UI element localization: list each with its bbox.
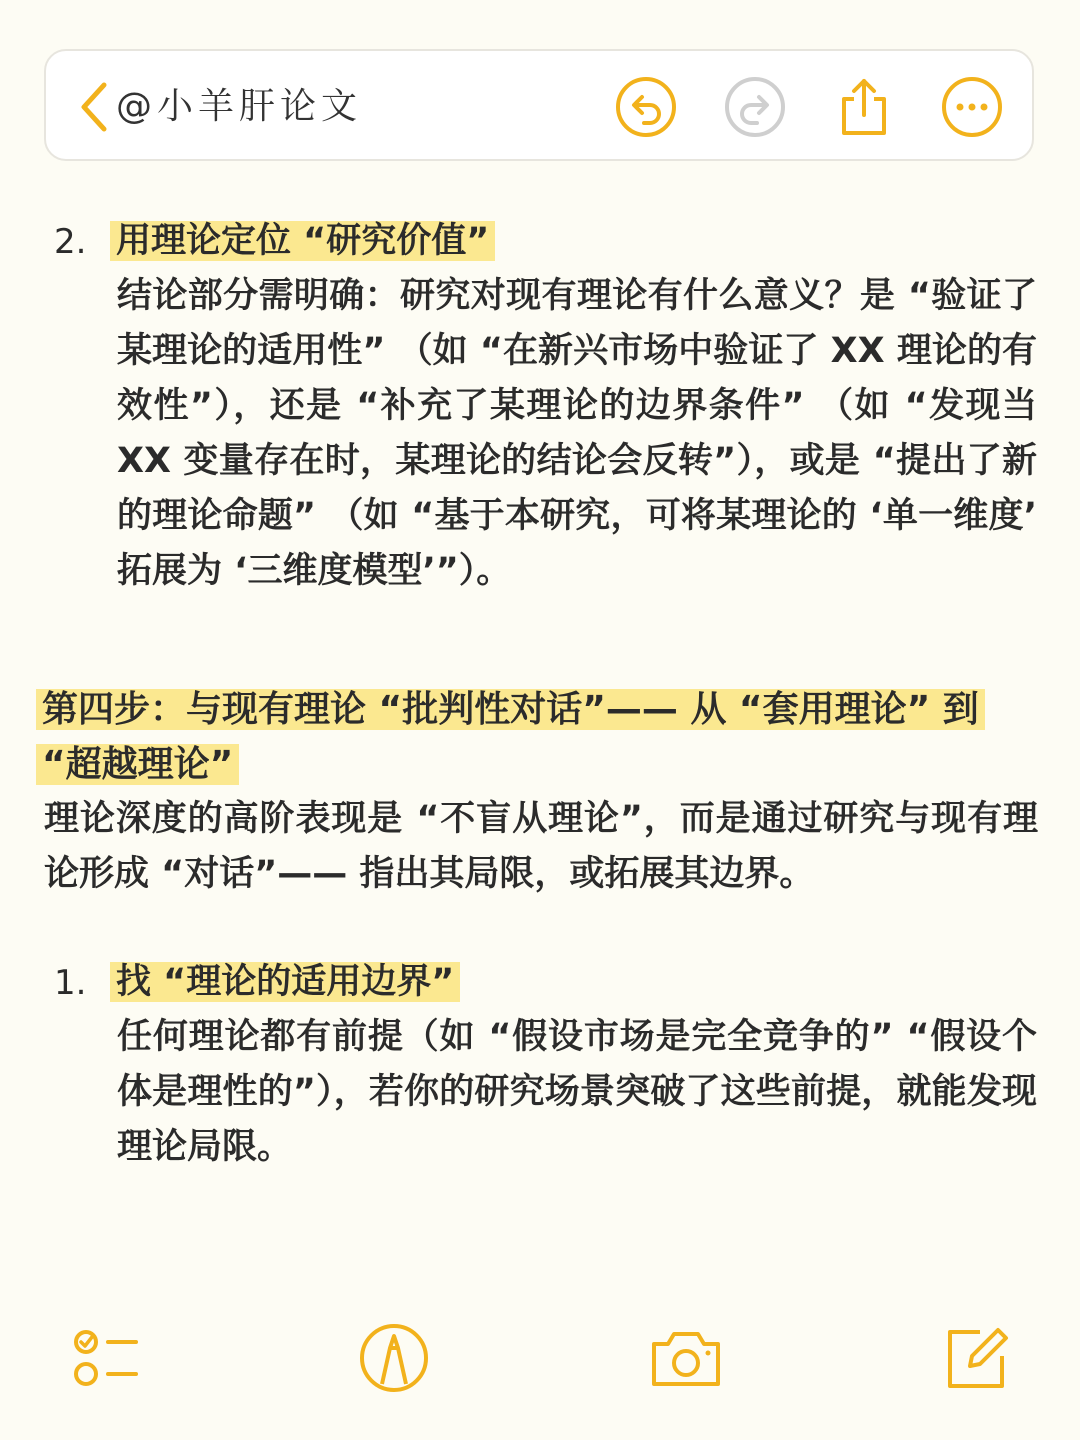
camera-icon[interactable] (648, 1320, 724, 1396)
notes-toolbar (44, 49, 1034, 161)
list-number-2: 2. (54, 222, 87, 262)
item2-heading (110, 214, 495, 269)
undo-icon[interactable] (614, 75, 678, 139)
section4-title-text: 第四步：与现有理论 “批判性对话”—— 从 “套用理论” 到 “超越理论” (36, 689, 985, 785)
compose-icon[interactable] (940, 1320, 1016, 1396)
section4-intro: 理论深度的高阶表现是 “不盲从理论”，而是通过研究与现有理论形成 “对话”—— 指出其局限，或拓展其边界。 (44, 799, 1038, 894)
list-number-1: 1. (54, 963, 87, 1003)
item1-heading-text: 找 “理论的适用边界” (110, 962, 460, 1002)
section4-title (36, 682, 1044, 792)
markup-pen-icon[interactable] (356, 1320, 432, 1396)
share-icon[interactable] (832, 75, 896, 139)
item1-heading (110, 955, 460, 1010)
item2-heading-text: 用理论定位 “研究价值” (110, 221, 495, 261)
back-chevron-icon[interactable] (74, 79, 114, 135)
item1-body: 任何理论都有前提（如 “假设市场是完全竞争的” “假设个体是理性的”），若你的研究场景突破了这些前提，就能发现理论局限。 (117, 1017, 1037, 1167)
note-title: @小羊肝论文 (116, 86, 363, 127)
checklist-icon[interactable] (70, 1320, 146, 1396)
more-icon[interactable] (940, 75, 1004, 139)
redo-icon[interactable] (723, 75, 787, 139)
item2-body: 结论部分需明确：研究对现有理论有什么意义？是 “验证了某理论的适用性” （如 “在新兴市场中验证了 XX 理论的有效性”），还是 “补充了某理论的边界条件” （如 “发现当 XX 变量存在时，某理论的结论会反转”），或是 “提出了新的理论命题” （如 “基于本研究，可将某理论的 ‘单一维度’ 拓展为 ‘三维度模型’”）。 (117, 276, 1037, 591)
